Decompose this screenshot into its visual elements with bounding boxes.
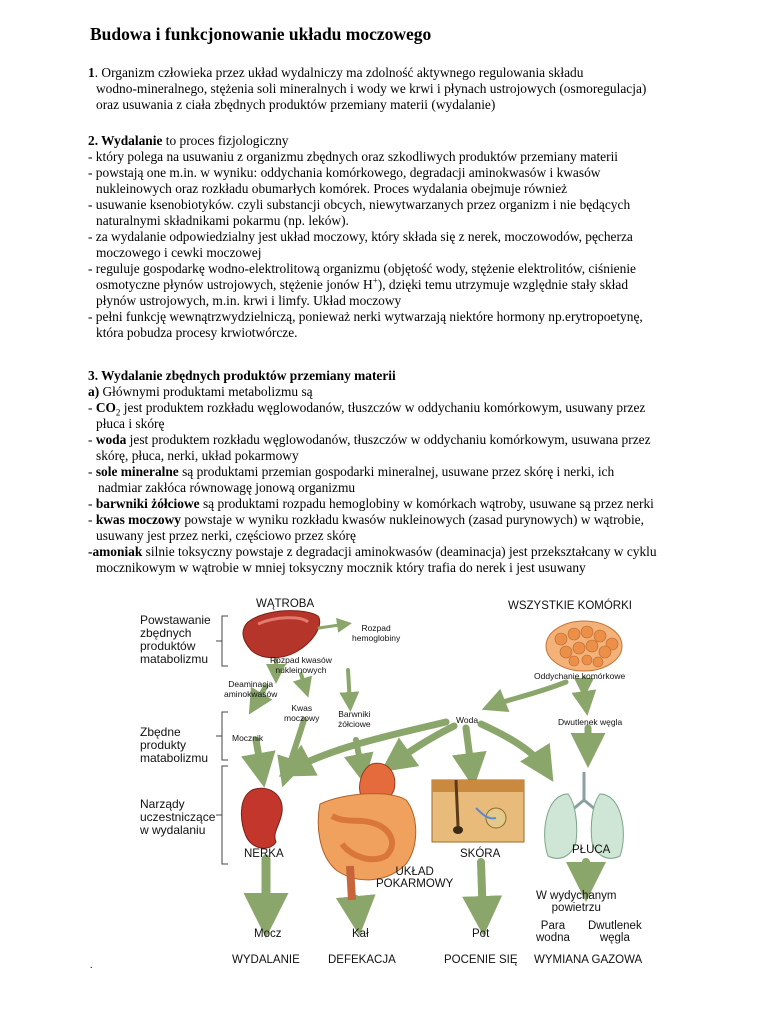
- section-1-line-2: wodno-mineralnego, stężenia soli mineralnych i wody we krwi i płynach ustrojowych (osmoregulacja): [96, 81, 647, 96]
- label-rozpad-hemoglobiny: Rozpad hemoglobiny: [352, 623, 401, 643]
- section-2: [88, 133, 748, 341]
- amoniak-line-2: mocznikowym w wątrobie w mniej toksyczny mocznik który trafia do nerek i jest usuwany: [96, 560, 586, 575]
- label-mocznik: Mocznik: [232, 733, 264, 743]
- section-2-line: - za wydalanie odpowiedzialny jest układ moczowy, który składa się z nerek, moczowodów, pęcherza: [88, 229, 633, 244]
- label-wydalanie: WYDALANIE: [232, 954, 300, 966]
- label-kwas-moczowy: Kwas moczowy: [284, 703, 320, 723]
- label-pocenie: POCENIE SIĘ: [444, 954, 518, 966]
- section-2-line: nukleinowych oraz rozkładu obumarłych komórek. Proces wydalania obejmuje również: [96, 181, 568, 196]
- label-nerka: NERKA: [244, 848, 284, 860]
- section-2-line: moczowego i cewki moczowej: [96, 245, 262, 260]
- section-2-line: która pobudza procesy krwiotwórcze.: [96, 325, 298, 340]
- kwas-line: - kwas moczowy powstaje w wyniku rozkładu kwasów nukleinowych (zasad purynowych) w wątrobie,: [88, 512, 644, 527]
- side-brackets: [216, 616, 228, 864]
- diagram-graphics: [136, 594, 656, 974]
- section-1: [88, 65, 748, 113]
- section-1-line-3: oraz usuwania z ciała zbędnych produktów przemiany materii (wydalanie): [96, 97, 496, 112]
- label-pot: Pot: [472, 928, 490, 940]
- barwniki-line: - barwniki żółciowe są produktami rozpadu hemoglobiny w komórkach wątroby, usuwane są przez nerki: [88, 496, 654, 511]
- side-label-zbedne: Zbędne produkty matabolizmu: [140, 725, 209, 765]
- label-woda: Woda: [456, 715, 479, 725]
- footer-dot: .: [90, 960, 93, 971]
- label-oddychanie: Oddychanie komórkowe: [534, 671, 626, 681]
- label-dwutlenek: Dwutlenek węgla: [558, 717, 623, 727]
- label-w-wydychanym: W wydychanym powietrzu: [536, 890, 617, 914]
- section-1-line-1: 1. Organizm człowieka przez układ wydalniczy ma zdolność aktywnego regulowania składu: [88, 65, 584, 80]
- section-3-sub-a: a) Głównymi produktami metabolizmu są: [88, 384, 313, 399]
- label-mocz: Mocz: [254, 928, 282, 940]
- section-2-heading: 2. Wydalanie to proces fizjologiczny: [88, 133, 289, 148]
- woda-line-2: skórę, płuca, nerki, układ pokarmowy: [96, 448, 299, 463]
- section-2-line: - powstają one m.in. w wyniku: oddychania komórkowego, degradacji aminokwasów i kwasów: [88, 165, 601, 180]
- label-wszystkie-komorki: WSZYSTKIE KOMÓRKI: [508, 600, 632, 612]
- co2-line: - $CO_2$ jest produktem rozkładu węglowodanów, tłuszczów w oddychaniu komórkowym, usuwany przez: [88, 400, 646, 418]
- page-title: Budowa i funkcjonowanie układu moczowego: [90, 24, 432, 44]
- kwas-line-2: usuwany jest przez nerki, częściowo przez skórę: [96, 528, 356, 543]
- section-2-line: płynów ustrojowych, m.in. krwi i limfy. Układ moczowy: [96, 293, 402, 308]
- co2-line-2: płuca i skórę: [96, 416, 165, 431]
- section-1-number: 1: [88, 65, 95, 80]
- label-watroba: WĄTROBA: [256, 598, 315, 610]
- side-label-powstawanie: Powstawanie zbędnych produktów matabolizmu: [140, 613, 211, 666]
- section-2-line: naturalnymi składnikami pokarmu (np. leków).: [96, 213, 349, 228]
- section-2-line: - który polega na usuwaniu z organizmu zbędnych oraz szkodliwych produktów przemiany materii: [88, 149, 619, 164]
- sole-line: - sole mineralne są produktami przemian gospodarki mineralnej, usuwane przez skórę i nerki, ich: [88, 464, 615, 479]
- cells-cluster: [546, 621, 622, 671]
- kidney-shape: [241, 788, 282, 848]
- label-defekacja: DEFEKACJA: [328, 954, 396, 966]
- side-label-narzady: Narządy uczestniczące w wydalaniu: [140, 797, 216, 837]
- excretion-diagram: [136, 594, 656, 974]
- label-deaminacja: Deaminacja aminokwasów: [224, 679, 278, 699]
- label-rozpad-kwasow: Rozpad kwasów nukleinowych: [270, 655, 332, 675]
- woda-line: - woda jest produktem rozkładu węglowodanów, tłuszczów w oddychaniu komórkowym, usuwana przez: [88, 432, 651, 447]
- section-3-heading: 3. Wydalanie zbędnych produktów przemiany materii: [88, 368, 396, 383]
- section-2-line: - pełni funkcję wewnątrzwydzielniczą, ponieważ nerki wytwarzają niektóre hormony np.erytropoetynę,: [88, 309, 643, 324]
- label-kal: Kał: [352, 928, 369, 940]
- section-2-line: - usuwanie ksenobiotyków. czyli substancji obcych, niewytwarzanych przez organizm i nie będących: [88, 197, 631, 212]
- label-skora: SKÓRA: [460, 848, 501, 860]
- skin-shape: [432, 780, 524, 842]
- label-pluca: PŁUCA: [572, 844, 611, 856]
- label-wymiana-gazowa: WYMIANA GAZOWA: [534, 954, 643, 966]
- amoniak-line: -amoniak silnie toksyczny powstaje z degradacji aminokwasów (deaminacja) jest przekształcany w cyklu: [88, 544, 657, 559]
- section-2-line: osmotyczne płynów ustrojowych, stężenie jonów H+), dzięki temu utrzymuje względnie stały skład: [96, 275, 629, 292]
- label-para-wodna: Para wodna: [536, 920, 570, 944]
- label-dwutlenek-wegla: Dwutlenek węgla: [588, 920, 642, 944]
- section-2-line: - reguluje gospodarkę wodno-elektrolitową organizmu (objętość wody, stężenie elektrolitów, ciśnienie: [88, 261, 636, 276]
- label-uklad-pokarmowy: UKŁAD POKARMOWY: [376, 866, 454, 890]
- label-barwniki: Barwniki żółciowe: [338, 709, 371, 729]
- sole-line-2: nadmiar zakłóca równowagę jonową organizmu: [98, 480, 356, 495]
- section-3: [88, 368, 748, 576]
